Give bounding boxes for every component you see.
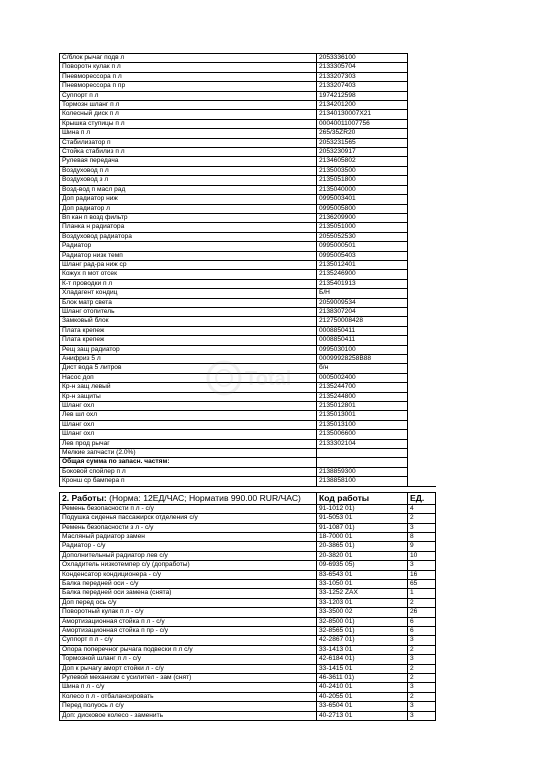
parts-total-section	[60, 458, 436, 467]
part-row	[60, 251, 436, 260]
parts-total-value	[317, 458, 408, 467]
description-cell: Плата крепеж	[60, 336, 317, 345]
code-cell: 40-2055 01	[317, 692, 408, 701]
parts-total-row	[60, 458, 436, 467]
work-row	[60, 645, 436, 654]
units-cell: 3	[408, 702, 436, 711]
part-row	[60, 345, 436, 354]
code-cell: 20-3820 01	[317, 551, 408, 560]
part-row	[60, 402, 436, 411]
units-cell: 2	[408, 692, 436, 701]
work-row	[60, 514, 436, 523]
work-row	[60, 683, 436, 692]
part-row	[60, 242, 436, 251]
description-cell: Шланг рад-ра ниж ср	[60, 260, 317, 269]
description-cell: Перед полуось л с/у	[60, 702, 317, 711]
description-cell: Стабилизатор п	[60, 138, 317, 147]
work-row	[60, 692, 436, 701]
code-cell: 2059009534	[317, 298, 408, 307]
description-cell: Доп радиатор ниж	[60, 195, 317, 204]
code-column-header: Код работы	[317, 492, 408, 504]
code-cell: 1974212598	[317, 91, 408, 100]
description-cell: Мелкие запчасти (2.0%)	[60, 449, 317, 458]
code-cell: 00099928258B88	[317, 355, 408, 364]
code-cell: 2136209900	[317, 213, 408, 222]
description-cell: Рулевая передача	[60, 157, 317, 166]
code-cell: 33-1203 01	[317, 598, 408, 607]
code-cell: 0005002400	[317, 373, 408, 382]
code-cell: 2135244700	[317, 383, 408, 392]
code-cell: 2133302104	[317, 439, 408, 448]
code-cell: 91-1012 01)	[317, 504, 408, 513]
part-row	[60, 119, 436, 128]
code-cell: 0008850411	[317, 336, 408, 345]
description-cell: Тормозной шланг п л - с/у	[60, 655, 317, 664]
part-row	[60, 110, 436, 119]
description-cell: Радиатор низк темп	[60, 251, 317, 260]
description-cell: Масляный радиатор замен	[60, 532, 317, 541]
code-cell: 0995005403	[317, 251, 408, 260]
units-cell: 3	[408, 711, 436, 720]
description-cell: Доп: дисковое колесо - заменить	[60, 711, 317, 720]
part-row	[60, 232, 436, 241]
code-cell: 2138858100	[317, 477, 408, 486]
code-cell: 42-2867 01)	[317, 636, 408, 645]
code-cell: 212750008428	[317, 317, 408, 326]
code-cell: 2135003500	[317, 166, 408, 175]
description-cell: Конденсатор кондиционера - с/у	[60, 570, 317, 579]
work-row	[60, 570, 436, 579]
part-row	[60, 195, 436, 204]
units-cell: 2	[408, 514, 436, 523]
description-cell: Планка н радиатора	[60, 223, 317, 232]
description-cell: Колесный диск п л	[60, 110, 317, 119]
part-row	[60, 467, 436, 476]
description-cell: Ремень безопасности п л - с/у	[60, 504, 317, 513]
code-cell	[317, 449, 408, 458]
part-row	[60, 317, 436, 326]
units-cell: 3	[408, 655, 436, 664]
code-cell: 2134201200	[317, 101, 408, 110]
code-cell: 2138307204	[317, 307, 408, 316]
description-cell: Стойка стабилиз п л	[60, 148, 317, 157]
part-row	[60, 82, 436, 91]
part-row	[60, 298, 436, 307]
part-row	[60, 204, 436, 213]
part-row	[60, 223, 436, 232]
works-header-row	[60, 492, 436, 504]
code-cell: 265/35ZR20	[317, 129, 408, 138]
code-cell: б/н	[317, 364, 408, 373]
units-cell: 26	[408, 608, 436, 617]
code-cell: 91-5053 01	[317, 514, 408, 523]
description-cell: Дополнительный радиатор лев с/у	[60, 551, 317, 560]
works-norms: (Норма: 12ЕД/ЧАС; Норматив 990.00 RUR/ЧАС)	[106, 492, 301, 503]
units-cell: 3	[408, 523, 436, 532]
work-row	[60, 579, 436, 588]
description-cell: Шланг охл	[60, 430, 317, 439]
code-cell: 00040011007756	[317, 119, 408, 128]
units-cell: 2	[408, 598, 436, 607]
work-row	[60, 702, 436, 711]
part-row	[60, 101, 436, 110]
work-row	[60, 674, 436, 683]
description-cell: Колесо п л - отбалансировать	[60, 692, 317, 701]
part-row	[60, 260, 436, 269]
description-cell: Анифриз 5 л	[60, 355, 317, 364]
works-header-title-cell	[60, 492, 317, 504]
code-cell: 2133207403	[317, 82, 408, 91]
code-cell: 2135013001	[317, 411, 408, 420]
description-cell: Шина п л - с/у	[60, 683, 317, 692]
description-cell: Замковый блок	[60, 317, 317, 326]
description-cell: К-т проводки п л	[60, 279, 317, 288]
description-cell: Кр-н защ левый	[60, 383, 317, 392]
description-cell: Тормозн шланг п л	[60, 101, 317, 110]
work-row	[60, 598, 436, 607]
part-row	[60, 157, 436, 166]
code-cell: 33-1415 01	[317, 664, 408, 673]
description-cell: Плата крепеж	[60, 326, 317, 335]
code-cell: 83-6543 01	[317, 570, 408, 579]
description-cell: Амортизационная стойка п пр - с/у	[60, 626, 317, 635]
work-row	[60, 542, 436, 551]
description-cell: Пневморессора п пр	[60, 82, 317, 91]
code-cell: 20-3865 01)	[317, 542, 408, 551]
part-row	[60, 129, 436, 138]
work-row	[60, 504, 436, 513]
units-cell: 2	[408, 664, 436, 673]
units-cell: 3	[408, 636, 436, 645]
code-cell: 2135012401	[317, 260, 408, 269]
part-row	[60, 63, 436, 72]
description-cell: Рулевой механизм с усилител - зам (снят)	[60, 674, 317, 683]
description-cell: Лев шл охл	[60, 411, 317, 420]
part-row	[60, 477, 436, 486]
code-cell: 2053230917	[317, 148, 408, 157]
code-cell: 2138859300	[317, 467, 408, 476]
watermark-text: Total	[245, 368, 292, 390]
code-cell: 2134605802	[317, 157, 408, 166]
code-cell: 2133305704	[317, 63, 408, 72]
parts-total-label: Общая сумма по запасн. частям:	[60, 458, 317, 467]
code-cell: 2135051000	[317, 223, 408, 232]
units-cell: 10	[408, 551, 436, 560]
part-row	[60, 148, 436, 157]
code-cell: 33-1050 01	[317, 579, 408, 588]
code-cell: 21340130007X21	[317, 110, 408, 119]
description-cell: Суппорт п л	[60, 91, 317, 100]
description-cell: Дист вода 5 литров	[60, 364, 317, 373]
code-cell: 0995005800	[317, 204, 408, 213]
work-row	[60, 561, 436, 570]
description-cell: Рещ защ радиатор	[60, 345, 317, 354]
description-cell: Пневморессора п л	[60, 72, 317, 81]
code-cell: 2133207303	[317, 72, 408, 81]
part-row	[60, 420, 436, 429]
work-row	[60, 608, 436, 617]
description-cell: Боковой спойлер п л	[60, 467, 317, 476]
code-cell: 0995000501	[317, 242, 408, 251]
part-row	[60, 91, 436, 100]
description-cell: Воздуховод п л	[60, 166, 317, 175]
works-title: 2. Работы:	[62, 492, 107, 503]
code-cell: 32-8565 01)	[317, 626, 408, 635]
units-cell: 65	[408, 579, 436, 588]
code-cell: 33-6504 01	[317, 702, 408, 711]
units-cell: 6	[408, 626, 436, 635]
part-row	[60, 213, 436, 222]
units-cell: 3	[408, 561, 436, 570]
description-cell: Поворотн кулак п л	[60, 63, 317, 72]
description-cell: Кожух п мот отсек	[60, 270, 317, 279]
code-cell: 2135013100	[317, 420, 408, 429]
code-cell: 42-6184 01)	[317, 655, 408, 664]
code-cell: 2135006600	[317, 430, 408, 439]
part-row	[60, 430, 436, 439]
work-row	[60, 711, 436, 720]
extra-parts-section	[60, 467, 436, 486]
units-cell: 4	[408, 504, 436, 513]
works-rows	[60, 504, 436, 720]
description-cell: Лев прод рычаг	[60, 439, 317, 448]
part-row	[60, 54, 436, 63]
description-cell: Возд-вод п масл рад	[60, 185, 317, 194]
part-row	[60, 185, 436, 194]
watermark-logo	[205, 359, 313, 397]
work-row	[60, 626, 436, 635]
code-cell: 40-2410 01	[317, 683, 408, 692]
code-cell: 2135040000	[317, 185, 408, 194]
part-row	[60, 138, 436, 147]
code-cell: Б/Н	[317, 289, 408, 298]
code-cell: 40-2713 01	[317, 711, 408, 720]
units-cell: 3	[408, 683, 436, 692]
description-cell: Охладитель низкотемпер с/у (допработы)	[60, 561, 317, 570]
code-cell: 18-7000 01	[317, 532, 408, 541]
work-row	[60, 523, 436, 532]
units-cell: 6	[408, 617, 436, 626]
description-cell: Опора поперечног рычага подвески п л с/у	[60, 645, 317, 654]
description-cell: Доп перед ось с/у	[60, 598, 317, 607]
description-cell: Балка передней оси - с/у	[60, 579, 317, 588]
description-cell: Воздуховод радиатора	[60, 232, 317, 241]
part-row	[60, 307, 436, 316]
description-cell: Кр-н защиты	[60, 392, 317, 401]
description-cell: Доп к рычагу аморт стойки л - с/у	[60, 664, 317, 673]
units-cell: 1	[408, 589, 436, 598]
code-cell: 2135012801	[317, 402, 408, 411]
work-row	[60, 636, 436, 645]
description-cell: С/блок рычаг подв л	[60, 54, 317, 63]
code-cell: 33-3500 02	[317, 608, 408, 617]
part-row	[60, 270, 436, 279]
work-row	[60, 551, 436, 560]
work-row	[60, 655, 436, 664]
part-row	[60, 72, 436, 81]
description-cell: Кронш ср бампера п	[60, 477, 317, 486]
description-cell: Радиатор	[60, 242, 317, 251]
units-cell: 16	[408, 570, 436, 579]
description-cell: Подушка сиденья пассажирск отделения с/у	[60, 514, 317, 523]
units-cell: 2	[408, 645, 436, 654]
part-row	[60, 439, 436, 448]
code-cell: 0995030100	[317, 345, 408, 354]
description-cell: Балка передней оси замена (снята)	[60, 589, 317, 598]
description-cell: Шланг отопитель	[60, 307, 317, 316]
description-cell: Доп радиатор л	[60, 204, 317, 213]
units-column-header: ЕД.	[408, 492, 436, 504]
description-cell: Хладагент кондиц	[60, 289, 317, 298]
description-cell: Шина п л	[60, 129, 317, 138]
code-cell: 2055052530	[317, 232, 408, 241]
part-row	[60, 336, 436, 345]
part-row	[60, 279, 436, 288]
code-cell: 2135051800	[317, 176, 408, 185]
code-cell: 2053336100	[317, 54, 408, 63]
code-cell: 09-6935 05)	[317, 561, 408, 570]
description-cell: Поворотный кулак п л - с/у	[60, 608, 317, 617]
work-row	[60, 532, 436, 541]
part-row	[60, 289, 436, 298]
code-cell: 33-1252 ZAX	[317, 589, 408, 598]
code-cell: 46-3611 01)	[317, 674, 408, 683]
description-cell: Ремень безопасности з л - с/у	[60, 523, 317, 532]
description-cell: Насос доп	[60, 373, 317, 382]
parts-section	[60, 54, 436, 458]
code-cell: 2135401913	[317, 279, 408, 288]
units-cell: 9	[408, 542, 436, 551]
work-row	[60, 664, 436, 673]
code-cell: 33-1413 01	[317, 645, 408, 654]
description-cell: Шланг охл	[60, 420, 317, 429]
description-cell: Суппорт п л - с/у	[60, 636, 317, 645]
units-cell: 8	[408, 532, 436, 541]
work-row	[60, 589, 436, 598]
code-cell: 2135246900	[317, 270, 408, 279]
part-row	[60, 326, 436, 335]
code-cell: 0995003401	[317, 195, 408, 204]
part-row	[60, 411, 436, 420]
description-cell: Воздуховод з л	[60, 176, 317, 185]
description-cell: Шланг охл	[60, 402, 317, 411]
code-cell: 91-1087 01)	[317, 523, 408, 532]
part-row	[60, 176, 436, 185]
works-section	[60, 492, 436, 504]
code-cell: 0008850411	[317, 326, 408, 335]
code-cell: 2053231565	[317, 138, 408, 147]
code-cell: 2135244800	[317, 392, 408, 401]
description-cell: Вп кан п возд фильтр	[60, 213, 317, 222]
description-cell: Амортизационная стойка п л - с/у	[60, 617, 317, 626]
description-cell: Крышка ступицы п л	[60, 119, 317, 128]
description-cell: Радиатор - с/у	[60, 542, 317, 551]
code-cell: 32-8500 01)	[317, 617, 408, 626]
part-row	[60, 166, 436, 175]
part-row	[60, 449, 436, 458]
units-cell: 2	[408, 674, 436, 683]
description-cell: Блок матр света	[60, 298, 317, 307]
work-row	[60, 617, 436, 626]
